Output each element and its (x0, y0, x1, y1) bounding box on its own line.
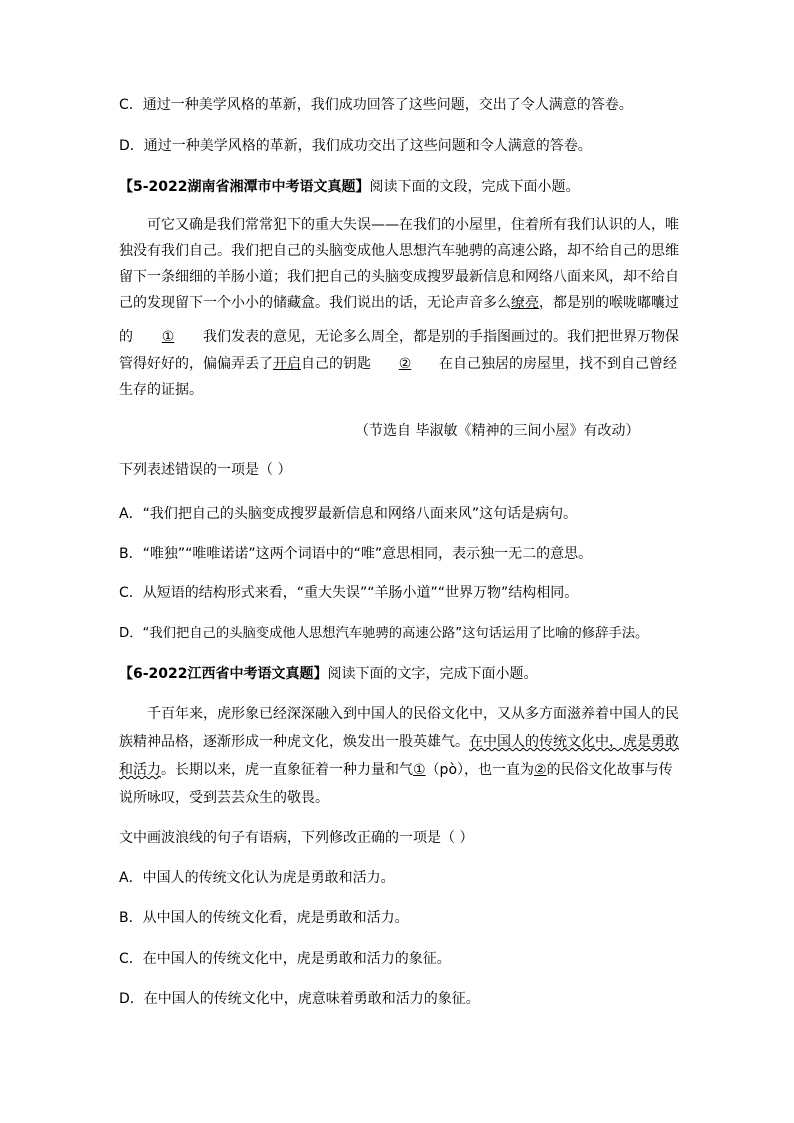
q5-underlined-word-1: 缭亮 (511, 295, 539, 311)
q5-line6-text-a: 管得好好的，偏偏弄丢了 (119, 356, 273, 372)
q6-passage-line-2 (119, 732, 684, 752)
q6-source-tag: 【6-2022江西省中考语文真题】 (119, 666, 328, 682)
q6-question: 文中画波浪线的句子有语病，下列修改正确的一项是（ ） (119, 830, 474, 846)
q5-option-c: C．从短语的结构形式来看，“重大失误”“羊肠小道”“世界万物”结构相同。 (119, 585, 579, 601)
q5-line4-text-b: ，都是别的喉咙嘟囔过 (539, 295, 679, 311)
q4-option-d: D．通过一种美学风格的革新，我们成功交出了这些问题和令人满意的答卷。 (119, 138, 592, 154)
q5-question: 下列表述错误的一项是（ ） (119, 462, 292, 478)
q5-line6-text-b: 自己的钥匙 (301, 356, 371, 372)
q5-option-d: D．“我们把自己的头脑变成他人思想汽车驰骋的高速公路”这句话运用了比喻的修辞手法。 (119, 626, 649, 641)
q5-blank-2: ② (398, 356, 412, 372)
q5-passage-line-4 (119, 293, 684, 313)
q5-option-b: B．“唯独”“唯唯诺诺”这两个词语中的“唯”意思相同，表示独一无二的意思。 (119, 546, 593, 562)
q5-line5-text-a: 的 (119, 329, 133, 345)
q5-passage-line-2: 独没有我们自己。我们把自己的头脑变成他人思想汽车驰骋的高速公路，却不给自己的思维 (119, 243, 679, 259)
q6-line3-text-a: 。长期以来，虎一直象征着一种力量和气 (161, 762, 413, 778)
q6-passage-line-4: 说所咏叹，受到芸芸众生的敬畏。 (119, 790, 329, 806)
q6-instruction: 阅读下面的文字，完成下面小题。 (327, 666, 538, 682)
q5-line4-text-a: 己的发现留下一个小小的储藏盒。我们说出的话，无论声音多么 (119, 295, 511, 311)
q5-instruction: 阅读下面的文段，完成下面小题。 (369, 179, 580, 195)
q6-line2-text: 族精神品格，逐渐形成一种虎文化，焕发出一股英雄气。 (119, 734, 469, 750)
q6-option-a: A．中国人的传统文化认为虎是勇敢和活力。 (119, 870, 395, 886)
q6-passage-line-1: 千百年来，虎形象已经深深融入到中国人的民俗文化中，又从多方面滋养着中国人的民 (147, 706, 679, 722)
q5-passage-line-5 (119, 327, 684, 347)
q5-passage-line-6 (119, 354, 684, 374)
q5-header (119, 177, 684, 197)
q4-option-c: C．通过一种美学风格的革新，我们成功回答了这些问题，交出了令人满意的答卷。 (119, 97, 633, 113)
q6-option-c: C．在中国人的传统文化中，虎是勇敢和活力的象征。 (119, 951, 451, 967)
q5-line6-text-c: 在自己独居的房屋里，找不到自己曾经 (439, 356, 677, 372)
q5-line5-text-b: 我们发表的意见，无论多么周全，都是别的手指图画过的。我们把世界万物保 (203, 329, 679, 345)
q6-option-d: D．在中国人的传统文化中，虎意味着勇敢和活力的象征。 (119, 991, 480, 1007)
q6-line3-text-c: 的民俗文化故事与传 (546, 762, 673, 778)
q6-blank-1: ① (413, 762, 426, 778)
q5-source: （节选自 毕淑敏《精神的三间小屋》有改动） (355, 423, 640, 439)
q5-passage-line-1: 可它又确是我们常常犯下的重大失误——在我们的小屋里，住着所有我们认识的人，唯 (147, 217, 679, 233)
q6-passage-line-3 (119, 760, 684, 780)
q5-passage-line-3: 留下一条细细的羊肠小道；我们把自己的头脑变成搜罗最新信息和网络八面来风，却不给自 (119, 269, 679, 285)
q5-source-tag: 【5-2022湖南省湘潭市中考语文真题】 (119, 179, 370, 195)
q6-option-b: B．从中国人的传统文化看，虎是勇敢和活力。 (119, 910, 409, 926)
q5-underlined-word-2: 开启 (273, 356, 301, 372)
q5-blank-1: ① (161, 329, 175, 345)
q6-header (119, 664, 684, 684)
q6-wavy-sentence-part-2: 和活力 (119, 762, 161, 778)
q6-line3-text-b: （pò），也一直为 (425, 762, 535, 778)
q6-blank-2: ② (534, 762, 547, 778)
q6-wavy-sentence-part-1: 在中国人的传统文化中，虎是勇敢 (469, 734, 679, 750)
q5-option-a: A．“我们把自己的头脑变成搜罗最新信息和网络八面来风”这句话是病句。 (119, 506, 578, 522)
q5-passage-line-7: 生存的证据。 (119, 382, 203, 398)
